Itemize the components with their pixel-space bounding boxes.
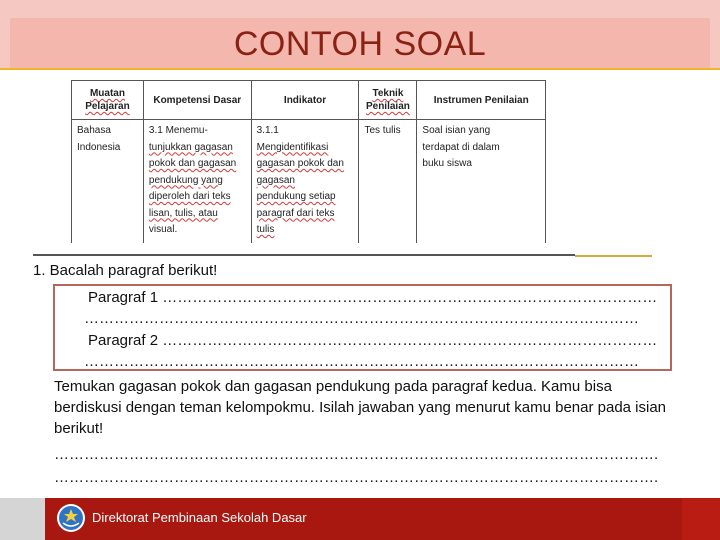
title-divider bbox=[0, 68, 720, 70]
paragraph-2-continuation: ………………………………………………………………………………………………… bbox=[84, 353, 639, 370]
section-divider-accent bbox=[575, 255, 652, 257]
question-prompt: 1. Bacalah paragraf berikut! bbox=[33, 262, 218, 279]
question-instruction: Temukan gagasan pokok dan gagasan pendukung pada paragraf kedua. Kamu bisa berdiskusi dengan teman kelompokmu. Isilah jawaban yang menurut kamu benar pada isian berikut! bbox=[54, 378, 667, 437]
competency-table bbox=[71, 80, 546, 243]
header-indikator: Indikator bbox=[251, 81, 359, 120]
header-kompetensi: Kompetensi Dasar bbox=[143, 81, 251, 120]
tut-wuri-handayani-logo-icon bbox=[56, 503, 86, 533]
answer-line-1: …………………………………………………………………………………………………………. bbox=[54, 446, 659, 463]
table-header-row bbox=[72, 81, 546, 120]
cell-muatan: Bahasa Indonesia bbox=[72, 120, 144, 244]
paragraph-1-continuation: ………………………………………………………………………………………………… bbox=[84, 310, 639, 327]
paragraph-2-line: Paragraf 2 ……………………………………………………………………………………… bbox=[88, 332, 658, 349]
answer-line-2: …………………………………………………………………………………………………………. bbox=[54, 469, 659, 486]
paragraph-1-line: Paragraf 1 ……………………………………………………………………………………… bbox=[88, 289, 658, 306]
footer-red-edge bbox=[682, 498, 720, 540]
cell-teknik: Tes tulis bbox=[359, 120, 417, 244]
section-divider bbox=[33, 254, 575, 256]
header-muatan: Muatan Pelajaran bbox=[72, 81, 144, 120]
table-row bbox=[72, 120, 546, 244]
cell-instrumen: Soal isian yang terdapat di dalam buku siswa bbox=[417, 120, 546, 244]
cell-indikator: 3.1.1 Mengidentifikasi gagasan pokok dan gagasan pendukung setiap paragraf dari teks tulis bbox=[251, 120, 359, 244]
header-instrumen: Instrumen Penilaian bbox=[417, 81, 546, 120]
footer-org-name: Direktorat Pembinaan Sekolah Dasar bbox=[92, 510, 307, 525]
page-title: CONTOH SOAL bbox=[233, 25, 487, 63]
header-teknik: Teknik Penilaian bbox=[359, 81, 417, 120]
cell-kompetensi: 3.1 Menemu- tunjukkan gagasan pokok dan gagasan pendukung yang diperoleh dari teks lisan, tulis, atau visual. bbox=[143, 120, 251, 244]
competency-table-container bbox=[71, 80, 546, 242]
